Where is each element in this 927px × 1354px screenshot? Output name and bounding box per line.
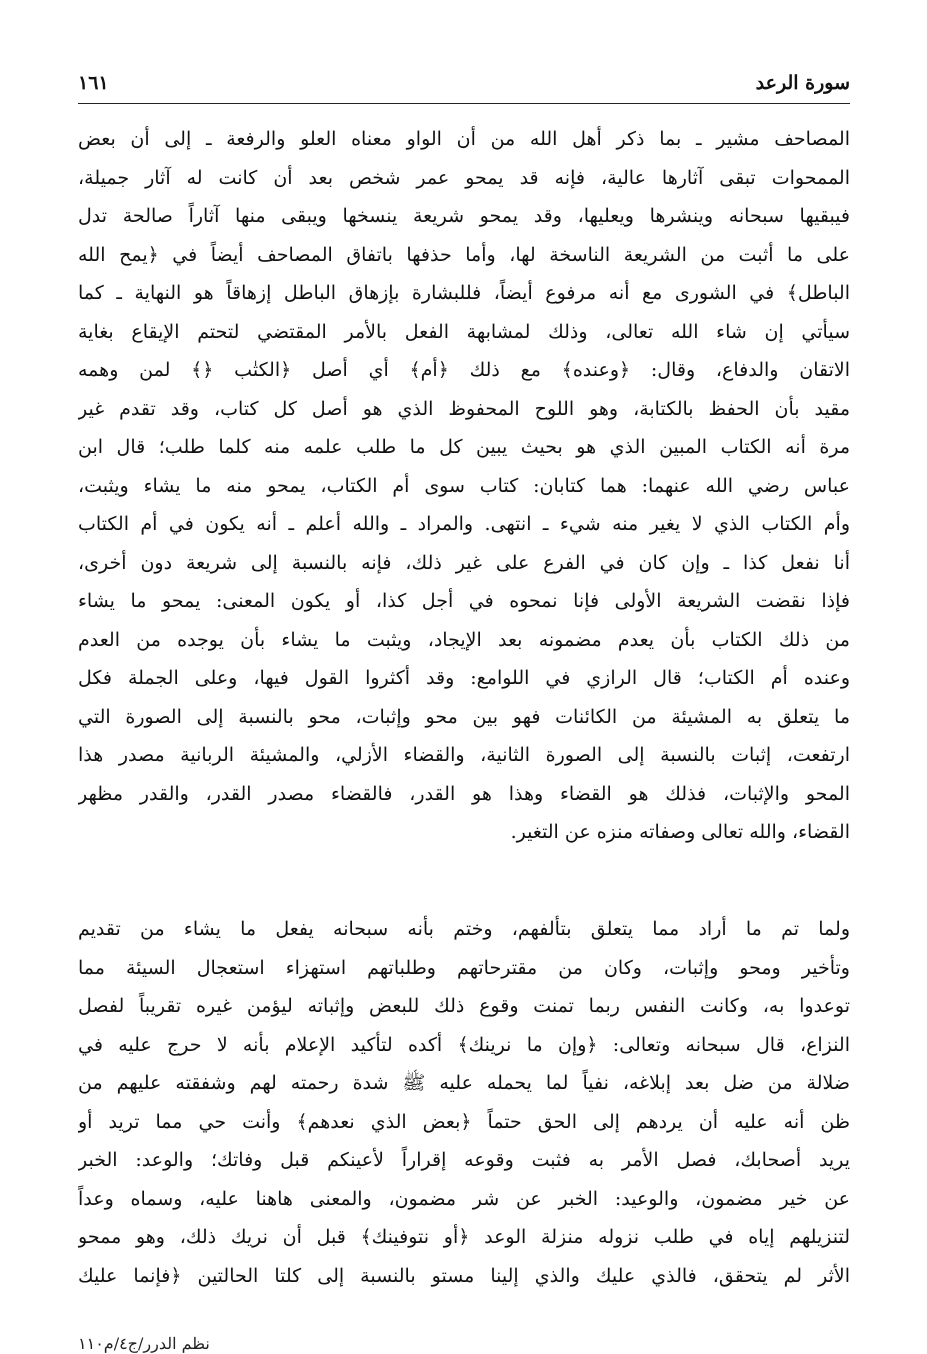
text-line: ولما تم ما أراد مما يتعلق بتألفهم، وختم بأنه سبحانه يفعل ما يشاء من تقديم (78, 918, 850, 940)
text-line: وأم الكتاب الذي لا يغير منه شيء ـ انتهى. والمراد ـ والله أعلم ـ أنه يكون في أم الكتاب (78, 513, 850, 535)
text-line: الممحوات تبقى آثارها عالية، فإنه قد يمحو عمر شخص بعد أن كانت له آثار جميلة، (78, 166, 850, 189)
text-line: القضاء، والله تعالى وصفاته منزه عن التغير. (510, 821, 850, 843)
text-line: فإذا نقضت الشريعة الأولى فإنا نمحوه في أجل كذا، أو يكون المعنى: يمحو ما يشاء (78, 590, 850, 612)
paragraph-2 (78, 910, 850, 1295)
text-line: الباطل﴾ في الشورى مع أنه مرفوع أيضاً، فللبشارة بإزهاق الباطل إزهاقاً هو النهاية ـ كما (78, 282, 850, 304)
text-line: المصاحف مشير ـ بما ذكر أهل الله من أن الواو معناه العلو والرفعة ـ إلى أن بعض (78, 128, 850, 150)
text-line: فيبقيها سبحانه وينشرها ويعليها، وقد يمحو شريعة ينسخها ويبقى منها آثاراً صالحة تدل (78, 205, 850, 227)
page-header (78, 66, 850, 100)
text-line: سيأتي إن شاء الله تعالى، وذلك لمشابهة الفعل بالأمر المقتضي لتحتم الإيقاع بغاية (78, 320, 850, 343)
text-line: ما يتعلق به المشيئة من الكائنات فهو بين محو وإثبات، محو بالنسبة إلى الصورة التي (78, 705, 850, 728)
page-number: ١٦١ (78, 72, 109, 94)
text-line: المحو والإثبات، فذلك هو القضاء وهذا هو القدر، فالقضاء مصدر القدر، والقدر مظهر (78, 782, 850, 805)
text-line: مقيد بأن الحفظ بالكتابة، وهو اللوح المحفوظ الذي هو أصل كل كتاب، وقد تقدم غير (78, 397, 850, 420)
text-line: عباس رضي الله عنهما: هما كتابان: كتاب سوى أم الكتاب، يمحو منه ما يشاء ويثبت، (78, 474, 850, 497)
text-line: ارتفعت، إثبات بالنسبة إلى الصورة الثانية، والقضاء الأزلي، والمشيئة الربانية مصدر هذا (78, 744, 850, 766)
text-line: النزاع، قال سبحانه وتعالى: ﴿وإن ما نرينك﴾ أكده لتأكيد الإعلام بأنه لا حرج عليه في (78, 1033, 850, 1056)
text-line: أنا نفعل كذا ـ وإن كان في الفرع على غير ذلك، فإنه بالنسبة إلى شريعة دون أخرى، (78, 551, 850, 574)
text-line: ضلالة من ضل بعد إبلاغه، نفياً لما يحمله عليه ﷺ شدة رحمته لهم وشفقته عليهم من (78, 1072, 850, 1094)
text-line: ظن أنه عليه أن يردهم إلى الحق حتماً ﴿بعض الذي نعدهم﴾ وأنت حي مما تريد أو (78, 1110, 850, 1133)
text-line: لتنزيلهم إياه في طلب نزوله منزلة الوعد ﴿أو نتوفينك﴾ قبل أن نريك ذلك، وهو ممحو (78, 1226, 850, 1248)
text-line: الاتقان والدفاع، وقال: ﴿وعنده﴾ مع ذلك ﴿أم﴾ أي أصل ﴿الكتٰب ﴿﴾ لمن وهمه (78, 359, 850, 381)
text-line: توعدوا به، وكانت النفس ربما تمنت وقوع ذلك للبعض وإثباته ليؤمن غيره تقريباً لفصل (78, 995, 850, 1017)
text-line: الأثر لم يتحقق، فالذي عليك والذي إلينا مستو بالنسبة إلى كلتا الحالتين ﴿فإنما عليك (78, 1264, 850, 1287)
text-line: من ذلك الكتاب بأن يعدم مضمونه بعد الإيجاد، ويثبت ما يشاء بأن يوجده من العدم (78, 628, 850, 651)
surah-title: سورة الرعد (755, 72, 850, 94)
page-footer (78, 1330, 850, 1354)
text-line: على ما أثبت من الشريعة الناسخة لها، وأما حذفها باتفاق المصاحف أيضاً في ﴿يمح الله (78, 243, 850, 266)
paragraph-1 (78, 120, 850, 852)
text-line: يريد أصحابك، فصل الأمر به فثبت وقوعه إقراراً لأعينكم قبل وفاتك؛ والوعد: الخبر (78, 1149, 850, 1171)
text-line: مرة أنه الكتاب المبين الذي هو بحيث يبين كل ما طلب علمه منه كلما طلب؛ قال ابن (78, 436, 850, 458)
text-line: وتأخير ومحو وإثبات، وكان من مقترحاتهم وطلباتهم استهزاء استعجال السيئة مما (78, 956, 850, 979)
text-line: وعنده أم الكتاب؛ قال الرازي في اللوامع: وقد أكثروا القول فيها، وعلى الجملة فكل (78, 667, 850, 689)
volume-reference: نظم الدرر/ج٤/م١١٠ (78, 1334, 210, 1353)
header-rule (78, 103, 850, 104)
text-line: عن خير مضمون، والوعيد: الخبر عن شر مضمون، والمعنى هاهنا عليه، وسماه وعداً (78, 1187, 850, 1210)
